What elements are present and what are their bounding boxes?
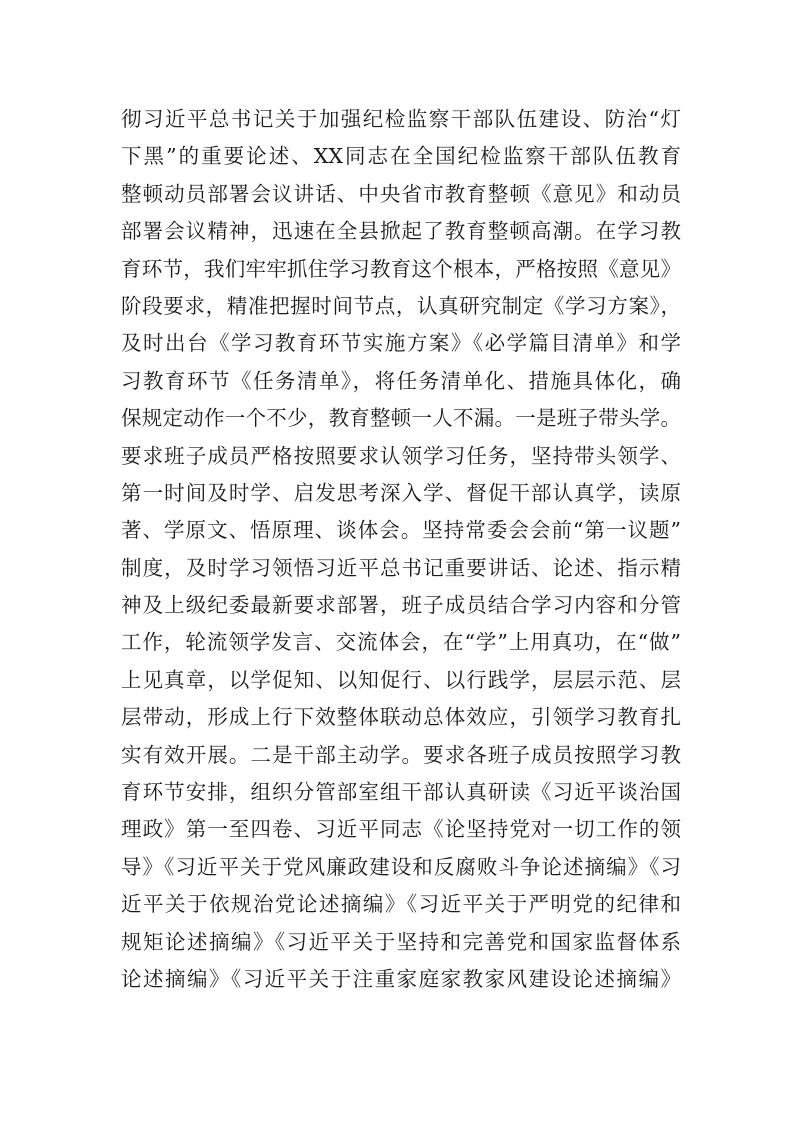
text-line: 彻习近平总书记关于加强纪检监察干部队伍建设、防治“灯 [121,107,681,131]
text-line: 神及上级纪委最新要求部署，班子成员结合学习内容和分管 [121,593,681,618]
text-line: 阶段要求，精准把握时间节点，认真研究制定《学习方案》， [121,293,681,318]
text-line: 第一时间及时学、启发思考深入学、督促干部认真学，读原 [121,480,681,505]
text-line: 上见真章，以学促知、以知促行、以行践学，层层示范、层 [121,667,681,692]
text-line: 制度，及时学习领悟习近平总书记重要讲话、论述、指示精 [121,555,681,580]
text-line: 及时出台《学习教育环节实施方案》《必学篇目清单》和学 [121,331,681,356]
text-line: 导》《习近平关于党风廉政建设和反腐败斗争论述摘编》《习 [121,854,681,879]
text-line: 习教育环节《任务清单》，将任务清单化、措施具体化，确 [121,368,681,393]
text-line: 近平关于依规治党论述摘编》《习近平关于严明党的纪律和 [121,892,681,917]
text-line: 工作，轮流领学发言、交流体会，在“学”上用真功，在“做” [121,630,681,655]
text-line: 著、学原文、悟原理、谈体会。坚持常委会会前“第一议题” [121,518,681,543]
text-line: 部署会议精神，迅速在全县掀起了教育整顿高潮。在学习教 [121,219,681,244]
text-line: 规矩论述摘编》《习近平关于坚持和完善党和国家监督体系 [121,929,681,954]
text-line: 保规定动作一个不少，教育整顿一人不漏。一是班子带头学。 [121,406,681,431]
text-line: 理政》第一至四卷、习近平同志《论坚持党对一切工作的领 [121,817,681,842]
text-line: 育环节安排，组织分管部室组干部认真研读《习近平谈治国 [121,780,681,805]
text-line: 论述摘编》《习近平关于注重家庭家教家风建设论述摘编》 [121,966,681,991]
text-line: 育环节，我们牢牢抓住学习教育这个根本，严格按照《意见》 [121,256,681,281]
text-line: 层带动，形成上行下效整体联动总体效应，引领学习教育扎 [121,705,681,730]
text-line: 下黑”的重要论述、XX同志在全国纪检监察干部队伍教育 [121,144,681,169]
text-line: 实有效开展。二是干部主动学。要求各班子成员按照学习教 [121,742,681,767]
body-paragraph [121,101,681,998]
text-line: 要求班子成员严格按照要求认领学习任务，坚持带头领学、 [121,443,681,468]
text-line: 整顿动员部署会议讲话、中央省市教育整顿《意见》和动员 [121,181,681,206]
